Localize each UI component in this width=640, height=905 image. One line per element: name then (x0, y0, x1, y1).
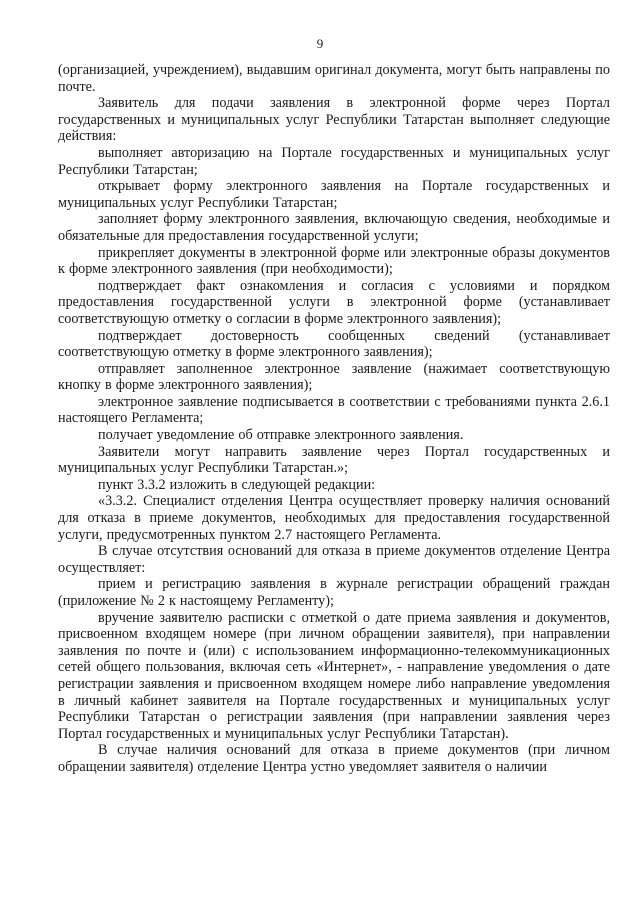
paragraph: заполняет форму электронного заявления, включающую сведения, необходимые и обязательные для предоставления государственной услуги; (58, 211, 610, 244)
paragraph: выполняет авторизацию на Портале государственных и муниципальных услуг Республики Татарстан; (58, 144, 610, 178)
paragraph: вручение заявителю расписки с отметкой о дате приема заявления и документов, присвоенном входящем номере (при личном обращении заявителя), при направлении заявления по почте и (или) с использованием информационно-телекоммуникационных сетей общего пользования, включая сеть «Интернет», - направление уведомления о дате регистрации заявления и присвоенном входящем номере либо направление уведомления в личный кабинет заявителя на Портале государственных и муниципальных услуг Республики Татарстан о регистрации заявления (при направлении заявления через Портал государственных и муниципальных услуг Республики Татарстан). (58, 609, 610, 742)
paragraph: отправляет заполненное электронное заявление (нажимает соответствующую кнопку в форме электронного заявления); (58, 360, 610, 394)
paragraph: электронное заявление подписывается в соответствии с требованиями пункта 2.6.1 настоящего Регламента; (58, 393, 610, 427)
paragraph: «3.3.2. Специалист отделения Центра осуществляет проверку наличия оснований для отказа в приеме документов, необходимых для предоставления государственной услуги, предусмотренных пунктом 2.7 настоящего Регламента. (58, 493, 610, 543)
paragraph: пункт 3.3.2 изложить в следующей редакции: (98, 476, 376, 493)
page-number: 9 (316, 36, 324, 51)
paragraph: Заявитель для подачи заявления в электронной форме через Портал государственных и муниципальных услуг Республики Татарстан выполняет следующие действия: (58, 95, 610, 145)
paragraph: В случае наличия оснований для отказа в приеме документов (при личном обращении заявителя) отделение Центра устно уведомляет заявителя о наличии (58, 742, 610, 775)
paragraph: подтверждает достоверность сообщенных сведений (устанавливает соответствующую отметку в форме электронного заявления); (58, 327, 610, 361)
paragraph: подтверждает факт ознакомления и согласия с условиями и порядком предоставления государственной услуги в электронной форме (устанавливает соответствующую отметку о согласии в форме электронного заявления); (58, 277, 610, 327)
document-body (58, 62, 610, 776)
paragraph: В случае отсутствия оснований для отказа в приеме документов отделение Центра осуществляет: (58, 543, 610, 576)
paragraph: прием и регистрацию заявления в журнале регистрации обращений граждан (приложение № 2 к настоящему Регламенту); (58, 576, 610, 609)
paragraph: Заявители могут направить заявление через Портал государственных и муниципальных услуг Республики Татарстан.»; (58, 443, 610, 477)
paragraph: открывает форму электронного заявления на Портале государственных и муниципальных услуг Республики Татарстан; (58, 178, 610, 211)
paragraph: получает уведомление об отправке электронного заявления. (98, 427, 464, 444)
paragraph: (организацией, учреждением), выдавшим оригинал документа, могут быть направлены по почте. (58, 62, 610, 95)
paragraph: прикрепляет документы в электронной форме или электронные образы документов к форме электронного заявления (при необходимости); (58, 244, 610, 278)
